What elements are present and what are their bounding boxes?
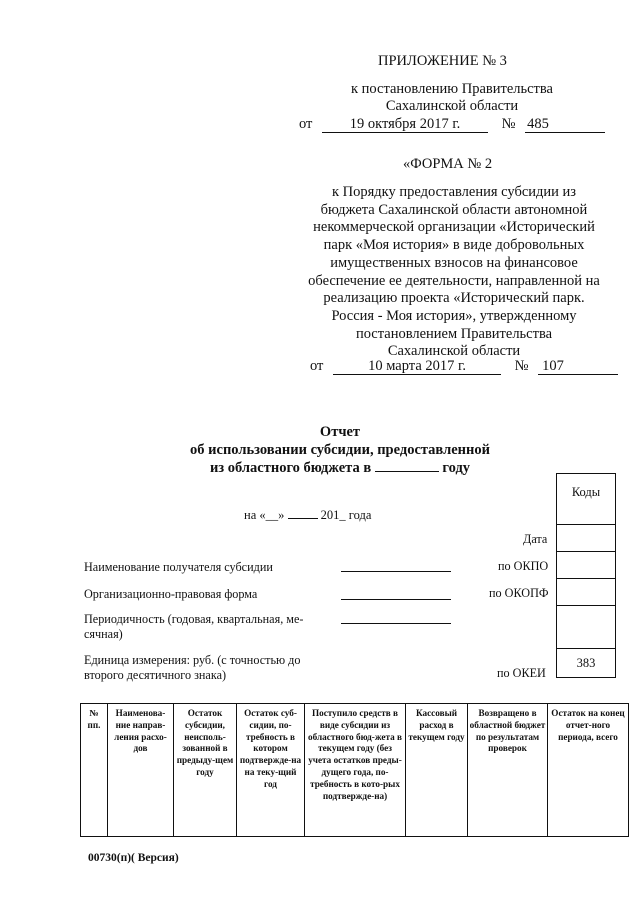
report-table (80, 703, 629, 837)
number-label: № (514, 358, 529, 374)
report-title-line-2: об использовании субсидии, предоставленной (190, 441, 490, 458)
month-blank (288, 508, 318, 519)
appendix-date-row (299, 115, 605, 133)
table-header-row (81, 704, 629, 837)
form-line: парк «Моя история» в виде добровольных (323, 237, 585, 254)
field-legal-form-label: Организационно-правовая форма (84, 587, 258, 601)
code-label-okopf: по ОКОПФ (489, 586, 549, 600)
appendix-date: 19 октября 2017 г. (322, 117, 488, 133)
appendix-line-1: к постановлению Правительства (351, 81, 553, 97)
form-description (296, 184, 612, 361)
form-line: Россия - Моя история», утвержденному (331, 307, 577, 324)
form-date-row (310, 357, 618, 375)
report-date-line: на «__» 201_ года (244, 508, 372, 522)
report-title-line-1: Отчет (319, 424, 361, 440)
form-line: обеспечение ее деятельности, направленной на (308, 272, 600, 289)
table-header-cell: № пп. (81, 704, 108, 837)
form-line: постановлением Правительства (355, 325, 553, 342)
field-unit-label: Единица измерения: руб. (с точностью до второго десятичного знака) (84, 653, 301, 682)
table-header-cell: Остаток субсидии, неисполь-зованной в предыду-щем году (174, 704, 237, 837)
footer-version: 00730(п)( Версия) (88, 852, 179, 864)
report-title (160, 424, 520, 478)
form-date: 10 марта 2017 г. (333, 359, 501, 375)
field-recipient-label: Наименование получателя субсидии (84, 560, 273, 574)
codes-header: Коды (571, 485, 601, 499)
form-line: некоммерческой организации «Исторический (313, 219, 595, 236)
field-periodicity-label: Периодичность (годовая, квартальная, ме- сячная) (84, 612, 304, 641)
number-label: № (501, 116, 516, 132)
from-label: от (299, 116, 313, 132)
field-legal-form-line (341, 599, 451, 600)
form-line: имущественных взносов на финансовое (330, 254, 578, 271)
form-title: «ФОРМА № 2 (403, 156, 493, 172)
appendix-number: 485 (525, 117, 605, 133)
form-line: реализацию проекта «Исторический парк. (323, 290, 585, 307)
report-year-blank (375, 459, 439, 472)
table-header-cell: Остаток на конец отчет-ного периода, всего (548, 704, 629, 837)
form-line: бюджета Сахалинской области автономной (320, 201, 588, 218)
code-cell-periodicity (557, 605, 615, 648)
table-header-cell: Наименова-ние направ-ления расхо-дов (108, 704, 174, 837)
table-header-cell: Кассовый расход в текущем году (406, 704, 468, 837)
report-title-line-3: из областного бюджета в году (209, 460, 471, 476)
code-cell-date (557, 524, 615, 551)
code-label-okei: по ОКЕИ (497, 666, 546, 680)
code-label-date: Дата (523, 532, 548, 546)
field-recipient-line (341, 571, 451, 572)
codes-box (556, 473, 616, 678)
form-number: 107 (538, 359, 618, 375)
appendix-line-2: Сахалинской области (385, 98, 519, 114)
form-line: Сахалинской области (387, 343, 521, 360)
form-line: к Порядку предоставления субсидии из (331, 184, 577, 200)
code-cell-okopf (557, 578, 615, 605)
from-label: от (310, 358, 324, 374)
field-periodicity-line (341, 623, 451, 624)
code-cell-okei: 383 (557, 648, 615, 677)
table-header-cell: Возвращено в областной бюджет по результатам проверок (468, 704, 548, 837)
table-header-cell: Поступило средств в виде субсидии из областного бюд-жета в текущем году (без учета остатков преды-дущего года, по-требность в кото-рых подтвержде-на) (305, 704, 406, 837)
code-cell-okpo (557, 551, 615, 578)
appendix-title: ПРИЛОЖЕНИЕ № 3 (378, 53, 507, 69)
code-label-okpo: по ОКПО (498, 559, 549, 573)
table-header-cell: Остаток суб-сидии, по-требность в котором подтвержде-на на теку-щий год (237, 704, 305, 837)
